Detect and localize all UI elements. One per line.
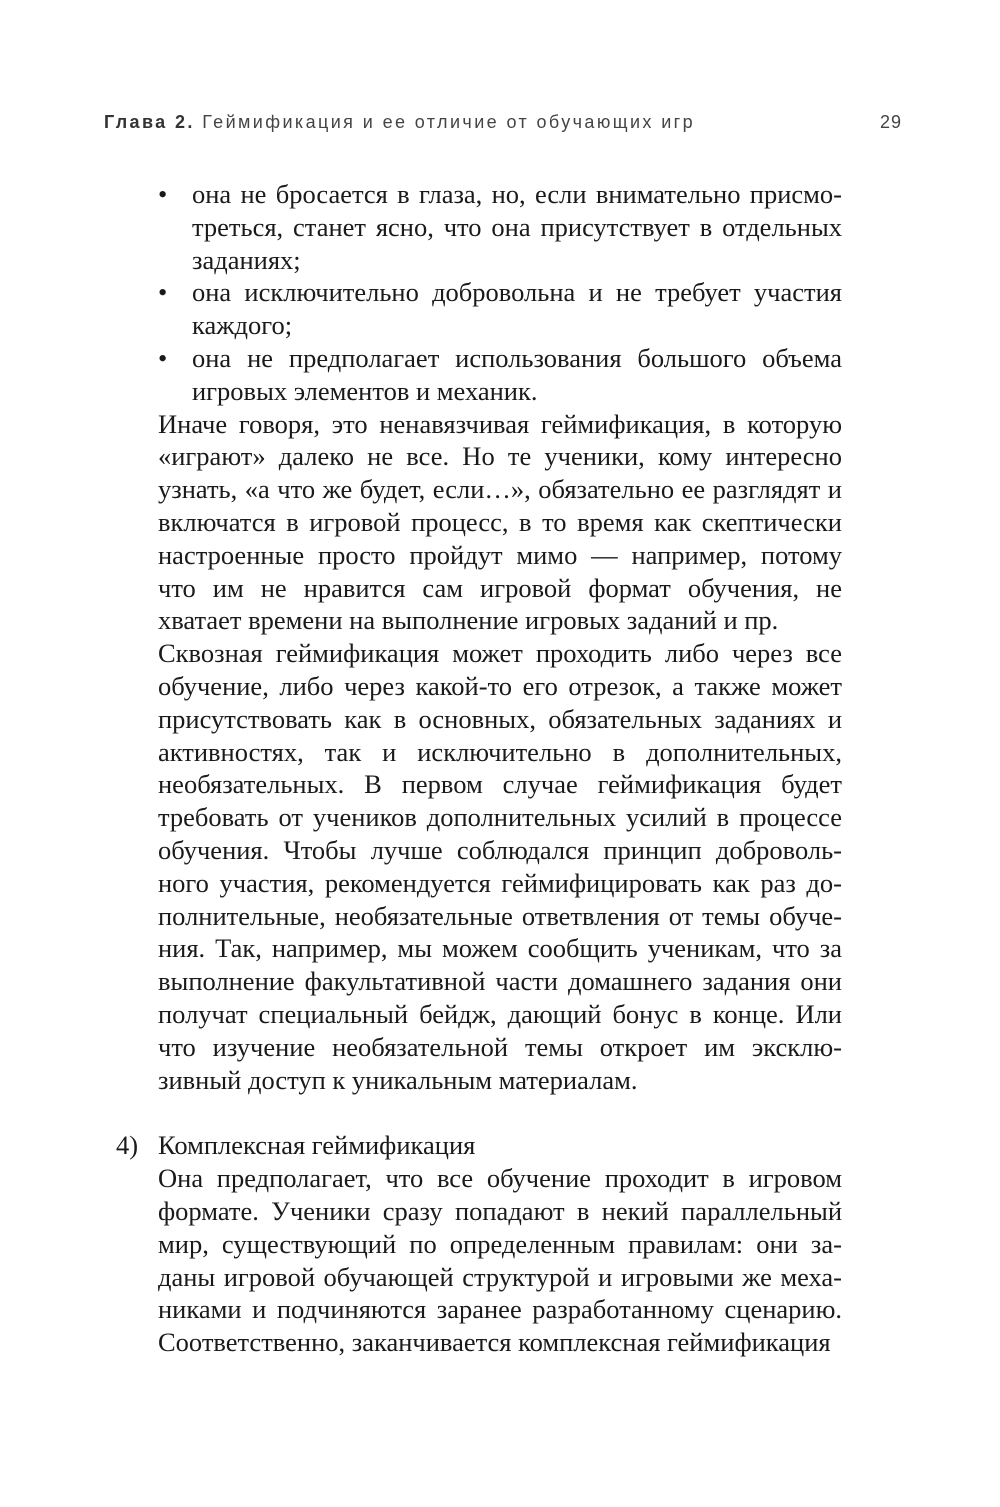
paragraph-through-gamification: Сквозная геймификация может проходить либо через все обучение, либо через какой-то его отрезок, а также может присутствовать как в основных, обязательных заданиях и активностях, так и исключительно в дополнительных, необязательных. В первом случае геймификация будет требовать от учеников дополнительных усилий в процессе обучения. Чтобы лучше соблюдался принцип добровольного участия, рекомендуется геймифицировать как раз дополнительные, необязательные ответвления от темы обучения. Так, например, мы можем сообщить ученикам, что за выполнение факультативной части домашнего задания они получат специальный бейдж, дающий бонус в конце. Или что изучение необязательной темы откроет им эксклюзивный доступ к уникальным материалам. <box>158 638 842 1095</box>
paragraph-unobtrusive-gamification: Иначе говоря, это ненавязчивая геймификация, в которую «играют» далеко не все. Но те ученики, кому интересно узнать, «а что же будет, если…», обязательно ее разглядят и включатся в игровой процесс, в то время как скептически настроенные просто пройдут мимо — например, потому что им не нравится сам игровой формат обучения, не хватает времени на выполнение игровых заданий и пр. <box>158 408 842 636</box>
running-header <box>104 112 902 142</box>
chapter-title: Геймификация и ее отличие от обучающих игр <box>202 112 696 132</box>
bullet-item-1: • она не бросается в глаза, но, если внимательно присмотреться, станет ясно, что она присутствует в отдельных заданиях; <box>158 178 842 276</box>
section-paragraph: Она предполагает, что все обучение проходит в игровом формате. Ученики сразу попадают в некий параллельный мир, существующий по определенным правилам: они заданы игровой обучающей структурой и игровыми же механиками и подчиняются заранее разработанному сценарию. Соответственно, заканчивается комплексная геймификация <box>158 1163 842 1358</box>
page-number: 29 <box>879 112 902 132</box>
page-body <box>116 178 842 1359</box>
bullet-item-3: • она не предполагает использования большого объема игровых элементов и механик. <box>158 342 842 408</box>
chapter-label: Глава 2. <box>104 112 195 132</box>
section-complex-gamification <box>116 1129 842 1359</box>
section-number: 4) <box>116 1130 139 1161</box>
bullet-item-2: • она исключительно добровольна и не требует участия каждого; <box>158 276 842 342</box>
section-title: Комплексная геймификация <box>158 1130 476 1161</box>
bullet-list <box>158 178 842 408</box>
